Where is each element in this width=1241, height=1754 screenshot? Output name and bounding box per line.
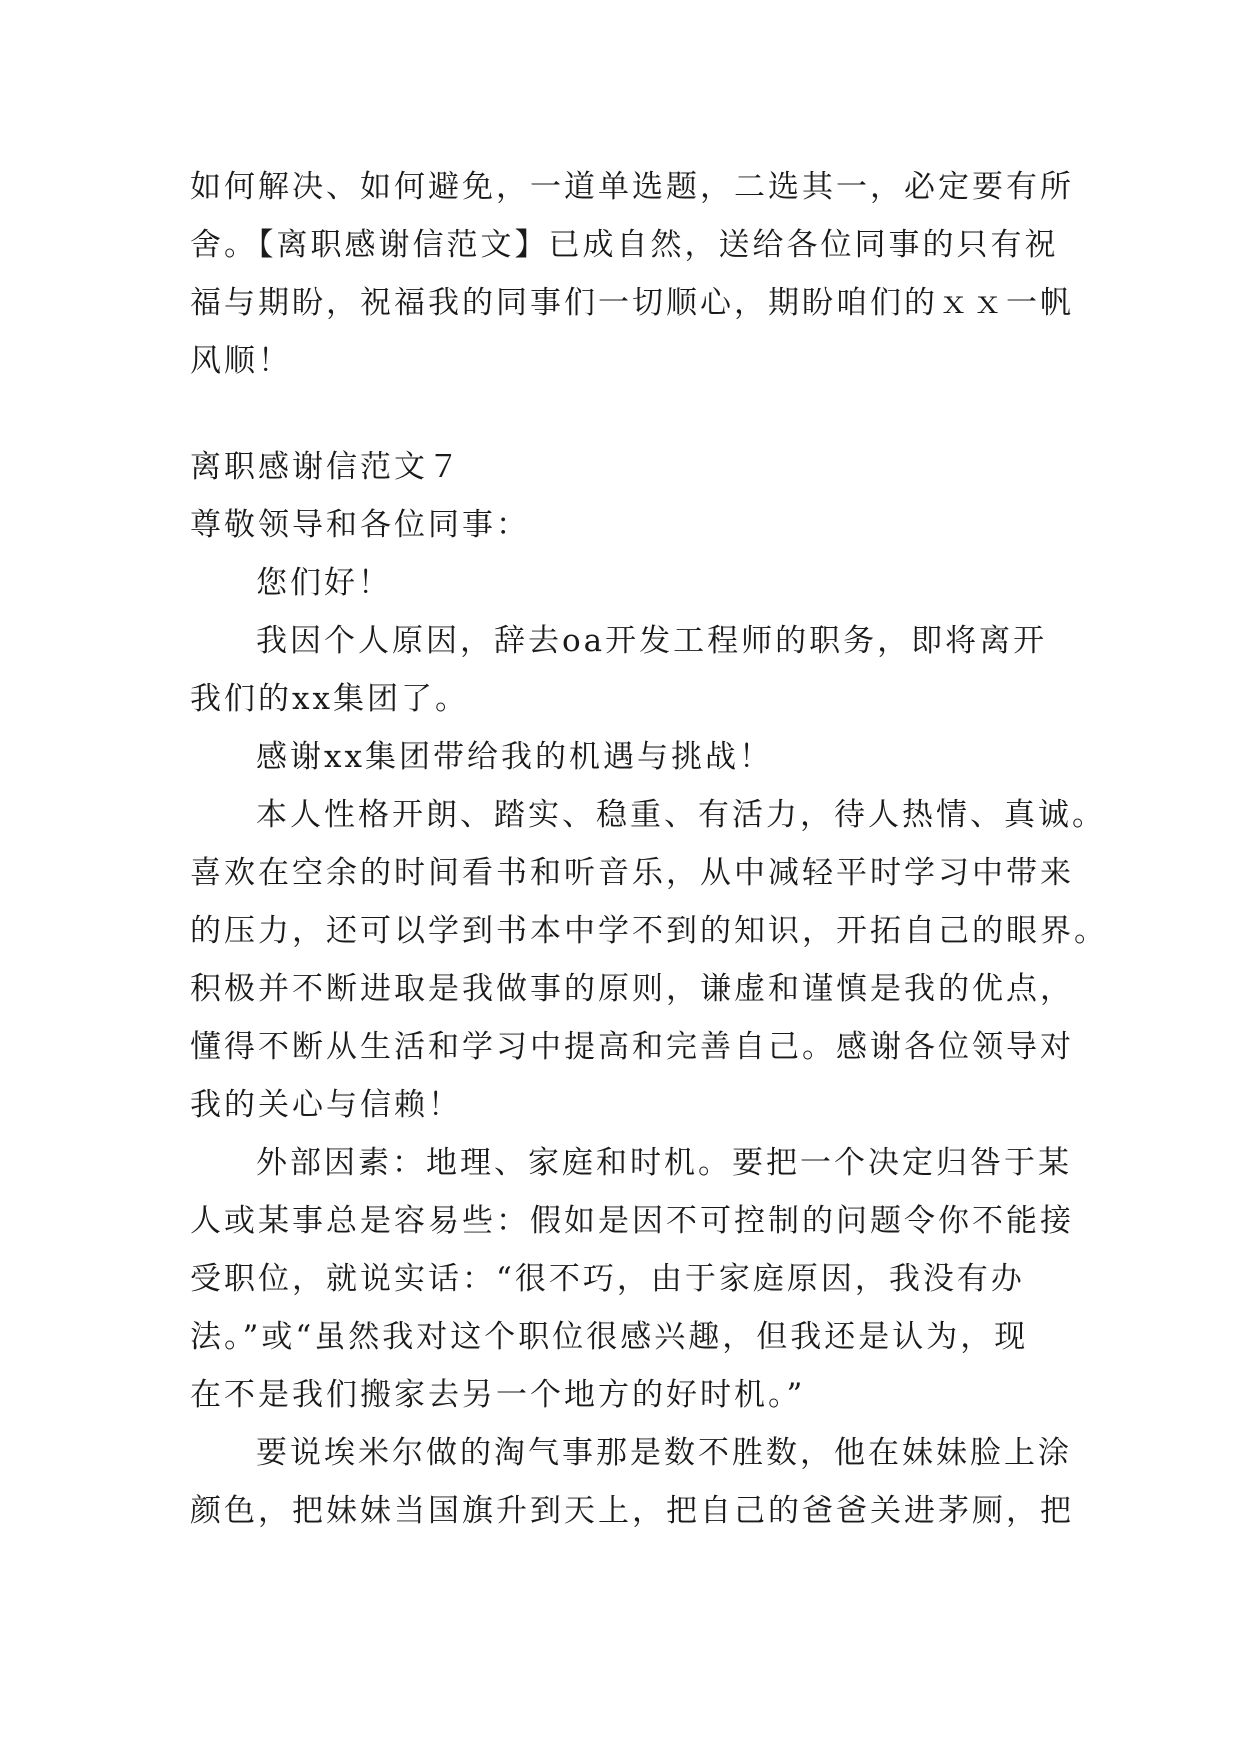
text-line: 福与期盼，祝福我的同事们一切顺心，期盼咱们的ｘｘ一帆 <box>190 285 1074 321</box>
text-line: 懂得不断从生活和学习中提高和完善自己。感谢各位领导对 <box>190 1029 1074 1065</box>
paragraph-resignation <box>190 612 1050 728</box>
text-line: 本人性格开朗、踏实、稳重、有活力，待人热情、真诚。 <box>256 797 1106 833</box>
document-page <box>190 158 1108 1540</box>
salutation: 尊敬领导和各位同事： <box>190 507 530 543</box>
text-line: 积极并不断进取是我做事的原则，谦虚和谨慎是我的优点， <box>190 971 1074 1007</box>
text-line: 受职位，就说实话：“很不巧，由于家庭原因，我没有办 <box>190 1261 1025 1297</box>
text-line: 法。”或“虽然我对这个职位很感兴趣，但我还是认为，现 <box>190 1319 1029 1355</box>
text-line: 颜色，把妹妹当国旗升到天上，把自己的爸爸关进茅厕，把 <box>190 1493 1074 1529</box>
text-line: 我的关心与信赖！ <box>190 1087 462 1123</box>
text-line: 的压力，还可以学到书本中学不到的知识，开拓自己的眼界。 <box>190 913 1108 949</box>
paragraph-personality <box>190 786 1108 1134</box>
text-line: 风顺！ <box>190 343 292 379</box>
section-title: 离职感谢信范文７ <box>190 449 462 485</box>
section-gap <box>190 390 1050 438</box>
text-line: 要说埃米尔做的淘气事那是数不胜数，他在妹妹脸上涂 <box>256 1435 1072 1471</box>
text-line: 喜欢在空余的时间看书和听音乐，从中减轻平时学习中带来 <box>190 855 1074 891</box>
text-line: 外部因素：地理、家庭和时机。要把一个决定归咎于某 <box>256 1145 1072 1181</box>
text-line: 我们的xx集团了。 <box>190 681 469 717</box>
paragraph-external-factors <box>190 1134 1074 1424</box>
paragraph-thanks: 感谢xx集团带给我的机遇与挑战！ <box>256 739 773 775</box>
greeting: 您们好！ <box>256 565 392 601</box>
paragraph-emil <box>190 1424 1074 1540</box>
text-line: 如何解决、如何避免，一道单选题，二选其一，必定要有所 <box>190 169 1074 205</box>
text-line: 我因个人原因，辞去oa开发工程师的职务，即将离开 <box>256 623 1048 659</box>
intro-paragraph <box>190 158 1074 390</box>
text-line: 舍。【离职感谢信范文】已成自然，送给各位同事的只有祝 <box>190 227 1059 263</box>
text-line: 在不是我们搬家去另一个地方的好时机。” <box>190 1377 806 1413</box>
text-line: 人或某事总是容易些：假如是因不可控制的问题令你不能接 <box>190 1203 1074 1239</box>
